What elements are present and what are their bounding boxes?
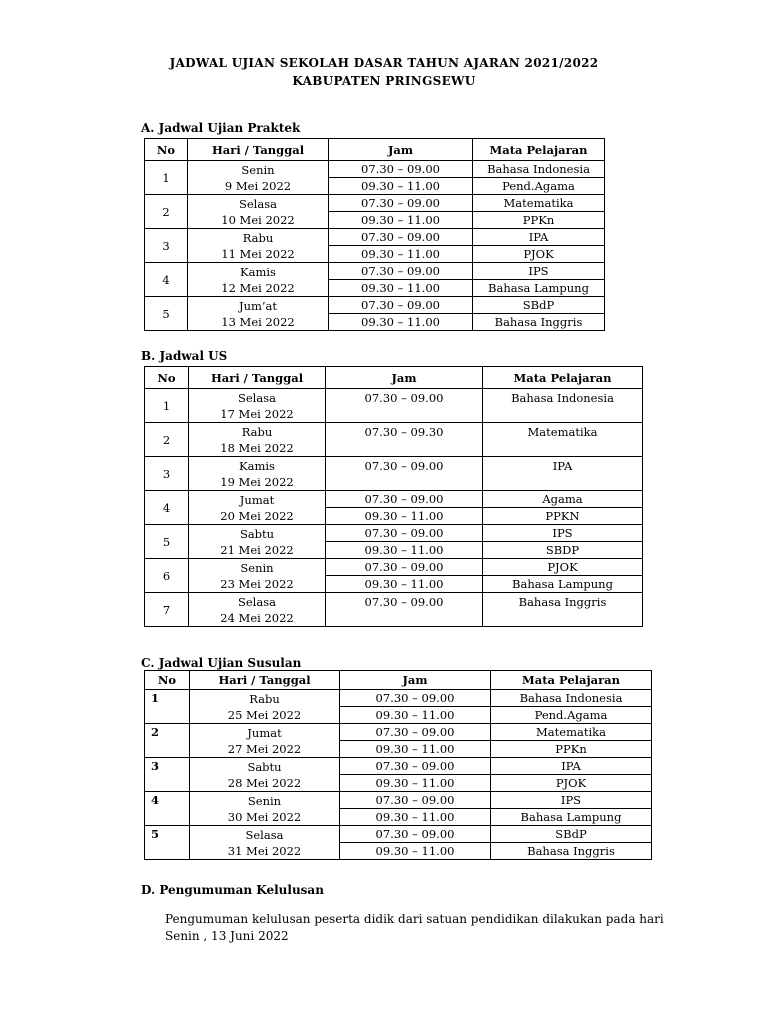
- time-cell: 07.30 – 09.00: [340, 826, 491, 843]
- time-cell: 07.30 – 09.00: [340, 690, 491, 707]
- day-name: Selasa: [239, 196, 277, 211]
- table-header-row: [145, 671, 652, 690]
- date-text: 24 Mei 2022: [220, 610, 294, 625]
- table-row: [145, 161, 605, 178]
- subject-cell: IPS: [473, 263, 605, 280]
- day-date-cell: [189, 593, 326, 627]
- subject-cell: SBdP: [491, 826, 652, 843]
- table-b-body: [145, 367, 643, 627]
- day-name: Sabtu: [239, 526, 275, 541]
- subject-cell: Bahasa Indonesia: [483, 389, 643, 423]
- time-cell: 07.30 – 09.00: [340, 758, 491, 775]
- table-a-body: [145, 139, 605, 331]
- subject-cell: PPKn: [491, 741, 652, 758]
- time-cell: 07.30 – 09.00: [329, 161, 473, 178]
- date-text: 23 Mei 2022: [220, 576, 294, 591]
- day-name: Selasa: [238, 594, 276, 609]
- row-number: 3: [145, 758, 190, 792]
- section-d-heading: D. Pengumuman Kelulusan: [141, 883, 324, 897]
- time-cell: 09.30 – 11.00: [329, 280, 473, 297]
- date-text: 10 Mei 2022: [221, 212, 295, 227]
- day-date-cell: [189, 491, 326, 525]
- row-number: 7: [145, 593, 189, 627]
- table-row: [145, 229, 605, 246]
- day-date-cell: [190, 690, 340, 724]
- row-number: 1: [145, 161, 188, 195]
- time-cell: 09.30 – 11.00: [326, 576, 483, 593]
- row-number: 3: [145, 229, 188, 263]
- header-day: Hari / Tanggal: [188, 139, 329, 161]
- time-cell: 07.30 – 09.00: [326, 491, 483, 508]
- day-date-cell: [188, 195, 329, 229]
- header-no: No: [145, 367, 189, 389]
- time-cell: 07.30 – 09.00: [326, 559, 483, 576]
- day-name: Selasa: [238, 390, 276, 405]
- day-date-cell: [190, 758, 340, 792]
- subject-cell: IPA: [473, 229, 605, 246]
- subject-cell: Bahasa Lampung: [473, 280, 605, 297]
- subject-cell: PPKN: [483, 508, 643, 525]
- row-number: 6: [145, 559, 189, 593]
- header-jam: Jam: [326, 367, 483, 389]
- day-name: Rabu: [242, 230, 274, 245]
- time-cell: 09.30 – 11.00: [326, 508, 483, 525]
- time-cell: 07.30 – 09.00: [340, 792, 491, 809]
- table-c-body: [145, 671, 652, 860]
- table-row: [145, 525, 643, 542]
- row-number: 1: [145, 389, 189, 423]
- time-cell: 09.30 – 11.00: [329, 212, 473, 229]
- row-number: 2: [145, 724, 190, 758]
- table-row: [145, 195, 605, 212]
- day-date-cell: [190, 724, 340, 758]
- subject-cell: IPA: [491, 758, 652, 775]
- day-name: Kamis: [240, 264, 276, 279]
- header-jam: Jam: [340, 671, 491, 690]
- date-text: 13 Mei 2022: [221, 314, 295, 329]
- header-jam: Jam: [329, 139, 473, 161]
- subject-cell: Matematika: [491, 724, 652, 741]
- day-name: Senin: [241, 162, 275, 177]
- time-cell: 07.30 – 09.00: [340, 724, 491, 741]
- time-cell: 09.30 – 11.00: [329, 314, 473, 331]
- day-name: Jumat: [239, 492, 275, 507]
- time-cell: 09.30 – 11.00: [340, 775, 491, 792]
- table-ujian-susulan: [144, 670, 652, 860]
- header-mapel: Mata Pelajaran: [491, 671, 652, 690]
- subject-cell: SBDP: [483, 542, 643, 559]
- header-no: No: [145, 671, 190, 690]
- row-number: 5: [145, 297, 188, 331]
- day-date-cell: [189, 389, 326, 423]
- table-row: [145, 457, 643, 491]
- subject-cell: Bahasa Inggris: [483, 593, 643, 627]
- time-cell: 09.30 – 11.00: [326, 542, 483, 559]
- time-cell: 07.30 – 09.00: [329, 263, 473, 280]
- day-name: Rabu: [249, 691, 280, 706]
- day-name: Senin: [247, 793, 282, 808]
- date-text: 21 Mei 2022: [220, 542, 294, 557]
- table-row: [145, 593, 643, 627]
- row-number: 5: [145, 525, 189, 559]
- day-name: Rabu: [241, 424, 273, 439]
- table-row: [145, 724, 652, 741]
- row-number: 4: [145, 263, 188, 297]
- header-day: Hari / Tanggal: [190, 671, 340, 690]
- day-date-cell: [189, 423, 326, 457]
- subject-cell: Pend.Agama: [473, 178, 605, 195]
- subject-cell: PJOK: [473, 246, 605, 263]
- day-date-cell: [188, 161, 329, 195]
- header-mapel: Mata Pelajaran: [483, 367, 643, 389]
- time-cell: 07.30 – 09.00: [326, 457, 483, 491]
- time-cell: 07.30 – 09.30: [326, 423, 483, 457]
- subject-cell: Bahasa Indonesia: [473, 161, 605, 178]
- day-date-cell: [188, 263, 329, 297]
- section-a-heading: A. Jadwal Ujian Praktek: [141, 121, 301, 135]
- time-cell: 07.30 – 09.00: [326, 525, 483, 542]
- table-header-row: [145, 139, 605, 161]
- subject-cell: PJOK: [491, 775, 652, 792]
- table-header-row: [145, 367, 643, 389]
- date-text: 11 Mei 2022: [221, 246, 295, 261]
- day-name: Kamis: [239, 458, 275, 473]
- subject-cell: IPA: [483, 457, 643, 491]
- time-cell: 07.30 – 09.00: [329, 297, 473, 314]
- date-text: 28 Mei 2022: [227, 775, 302, 790]
- time-cell: 09.30 – 11.00: [340, 809, 491, 826]
- day-name: Jum’at: [238, 298, 278, 313]
- row-number: 4: [145, 491, 189, 525]
- table-row: [145, 491, 643, 508]
- date-text: 18 Mei 2022: [220, 440, 294, 455]
- row-number: 2: [145, 423, 189, 457]
- section-c-heading: C. Jadwal Ujian Susulan: [141, 656, 302, 670]
- date-text: 9 Mei 2022: [224, 178, 292, 193]
- time-cell: 09.30 – 11.00: [340, 741, 491, 758]
- time-cell: 07.30 – 09.00: [326, 389, 483, 423]
- subject-cell: Matematika: [483, 423, 643, 457]
- subject-cell: Pend.Agama: [491, 707, 652, 724]
- table-row: [145, 423, 643, 457]
- subject-cell: IPS: [483, 525, 643, 542]
- table-row: [145, 826, 652, 843]
- table-row: [145, 690, 652, 707]
- table-us: [144, 366, 643, 627]
- table-row: [145, 389, 643, 423]
- subject-cell: IPS: [491, 792, 652, 809]
- header-mapel: Mata Pelajaran: [473, 139, 605, 161]
- announcement-line2: Senin , 13 Juni 2022: [165, 929, 289, 943]
- day-name: Senin: [240, 560, 274, 575]
- date-text: 12 Mei 2022: [221, 280, 295, 295]
- subject-cell: Matematika: [473, 195, 605, 212]
- time-cell: 07.30 – 09.00: [326, 593, 483, 627]
- date-text: 30 Mei 2022: [227, 809, 302, 824]
- date-text: 20 Mei 2022: [220, 508, 294, 523]
- time-cell: 09.30 – 11.00: [329, 246, 473, 263]
- announcement-line1: Pengumuman kelulusan peserta didik dari satuan pendidikan dilakukan pada hari: [165, 912, 664, 926]
- subject-cell: SBdP: [473, 297, 605, 314]
- subject-cell: Bahasa Indonesia: [491, 690, 652, 707]
- doc-title-line2: KABUPATEN PRINGSEWU: [292, 74, 476, 88]
- time-cell: 09.30 – 11.00: [329, 178, 473, 195]
- day-date-cell: [189, 525, 326, 559]
- subject-cell: Bahasa Lampung: [483, 576, 643, 593]
- time-cell: 07.30 – 09.00: [329, 229, 473, 246]
- date-text: 25 Mei 2022: [227, 707, 302, 722]
- day-date-cell: [189, 457, 326, 491]
- doc-title-line1: JADWAL UJIAN SEKOLAH DASAR TAHUN AJARAN 2021/2022: [169, 56, 599, 70]
- date-text: 31 Mei 2022: [227, 843, 302, 858]
- day-name: Jumat: [247, 725, 282, 740]
- day-name: Sabtu: [247, 759, 282, 774]
- row-number: 3: [145, 457, 189, 491]
- date-text: 19 Mei 2022: [220, 474, 294, 489]
- section-b-heading: B. Jadwal US: [141, 349, 228, 363]
- day-date-cell: [190, 792, 340, 826]
- day-date-cell: [190, 826, 340, 860]
- table-ujian-praktek: [144, 138, 605, 331]
- day-date-cell: [188, 229, 329, 263]
- subject-cell: Agama: [483, 491, 643, 508]
- row-number: 2: [145, 195, 188, 229]
- day-name: Selasa: [245, 827, 284, 842]
- table-row: [145, 297, 605, 314]
- table-row: [145, 758, 652, 775]
- table-row: [145, 263, 605, 280]
- table-row: [145, 559, 643, 576]
- subject-cell: Bahasa Lampung: [491, 809, 652, 826]
- day-date-cell: [189, 559, 326, 593]
- time-cell: 09.30 – 11.00: [340, 707, 491, 724]
- header-no: No: [145, 139, 188, 161]
- row-number: 5: [145, 826, 190, 860]
- subject-cell: Bahasa Inggris: [491, 843, 652, 860]
- row-number: 1: [145, 690, 190, 724]
- date-text: 17 Mei 2022: [220, 406, 294, 421]
- time-cell: 09.30 – 11.00: [340, 843, 491, 860]
- row-number: 4: [145, 792, 190, 826]
- day-date-cell: [188, 297, 329, 331]
- table-row: [145, 792, 652, 809]
- subject-cell: Bahasa Inggris: [473, 314, 605, 331]
- subject-cell: PPKn: [473, 212, 605, 229]
- date-text: 27 Mei 2022: [227, 741, 302, 756]
- header-day: Hari / Tanggal: [189, 367, 326, 389]
- subject-cell: PJOK: [483, 559, 643, 576]
- time-cell: 07.30 – 09.00: [329, 195, 473, 212]
